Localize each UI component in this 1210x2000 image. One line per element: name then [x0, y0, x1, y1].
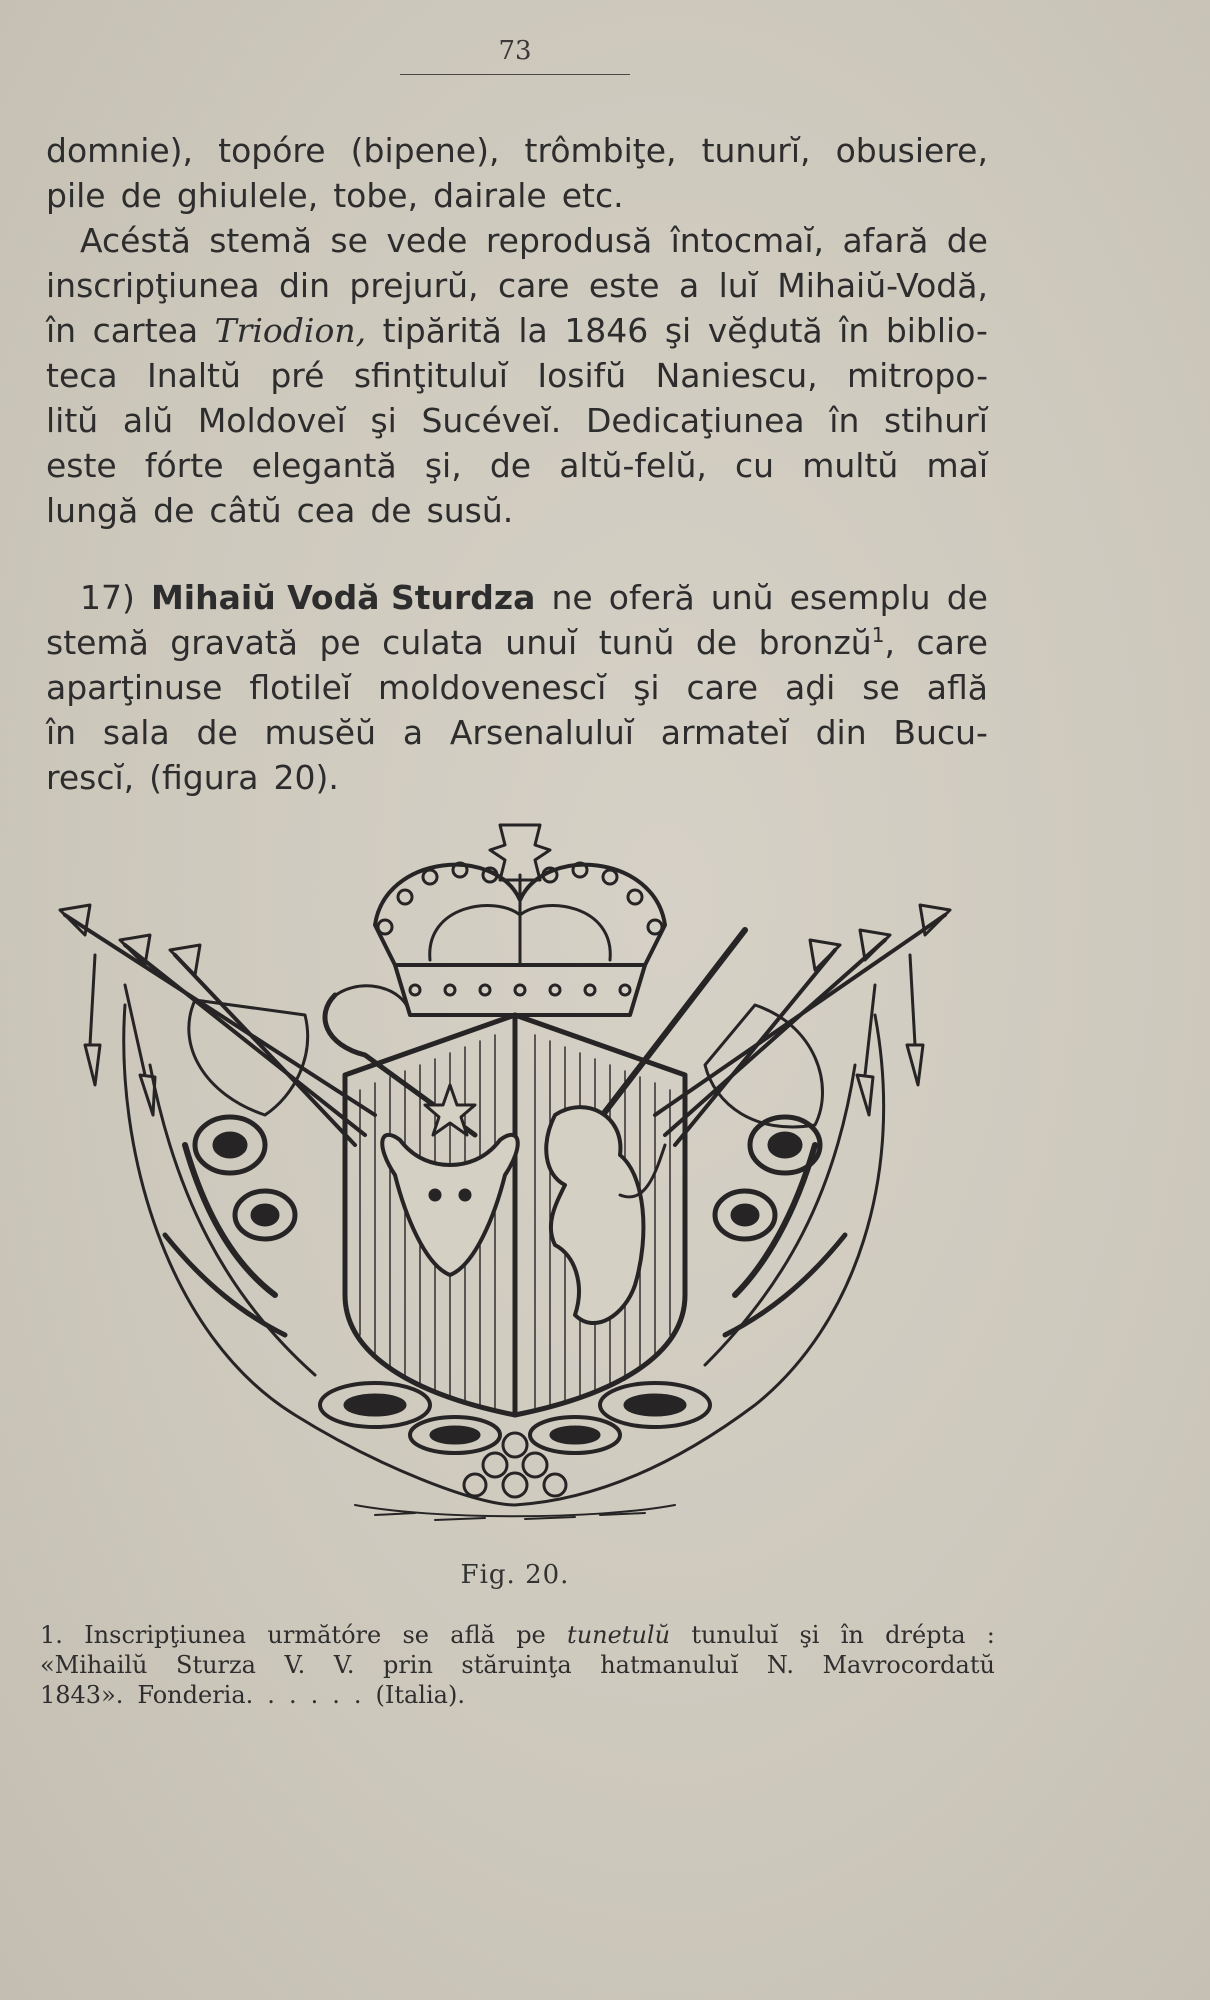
footnote-ref: 1 [871, 623, 885, 647]
paragraph-line [46, 488, 988, 533]
book-title: Triodion, [214, 311, 367, 350]
paragraph-line [46, 218, 988, 263]
word: Sturza [176, 1651, 256, 1679]
word: teca [46, 356, 118, 395]
word: cartea [92, 311, 199, 350]
word: Mavrocordatŭ [822, 1651, 995, 1679]
word: câtŭ [209, 491, 282, 530]
word: elegantă [251, 446, 397, 485]
word: de [120, 176, 162, 215]
word: pe [319, 623, 361, 662]
crown-arch [520, 905, 610, 960]
paragraph-line [46, 128, 988, 173]
word: pré [270, 356, 325, 395]
word: de [695, 623, 738, 662]
word: ghiulele, [176, 176, 319, 215]
word: alŭ [122, 401, 174, 440]
word: biblio- [885, 311, 988, 350]
word: (Italia). [375, 1681, 465, 1709]
word: se [862, 668, 900, 707]
paragraph-line [46, 710, 988, 755]
word: musĕŭ [264, 713, 377, 752]
word: cu [735, 446, 775, 485]
word: şi [799, 1621, 820, 1649]
word: în [46, 713, 77, 752]
word: . [353, 1681, 362, 1709]
paragraph-line [46, 308, 988, 353]
word: pile [46, 176, 106, 215]
footnote-italic-word: tunetulŭ [567, 1621, 671, 1649]
word: fórte [144, 446, 224, 485]
word: litŭ [46, 401, 99, 440]
word: prejurŭ, [349, 266, 479, 305]
paragraph-line [46, 443, 988, 488]
word: (figura [149, 758, 259, 797]
flag-tassel [857, 985, 875, 1115]
word: stemă [209, 221, 313, 260]
word: sala [102, 713, 170, 752]
paragraph-line [46, 353, 988, 398]
word: hatmanuluĭ [600, 1651, 739, 1679]
word: . [310, 1681, 319, 1709]
word: : [986, 1621, 995, 1649]
word: de [153, 491, 195, 530]
word: vĕḑută [707, 311, 823, 350]
paragraph-line [46, 575, 988, 620]
word: multŭ [802, 446, 899, 485]
word: Inaltŭ [147, 356, 241, 395]
word: este [588, 266, 660, 305]
word: a [402, 713, 424, 752]
word: . [288, 1681, 297, 1709]
word: Iosifŭ [537, 356, 627, 395]
paragraph-line [46, 620, 988, 665]
word: pe [516, 1621, 546, 1649]
paragraph-line [46, 755, 988, 800]
word: în [839, 311, 870, 350]
crown-cross [490, 825, 550, 880]
word: tobe, [333, 176, 419, 215]
word: în [840, 1621, 864, 1649]
flag-spear [810, 940, 840, 970]
word: oferă [608, 578, 695, 617]
drapery-fold [705, 1065, 855, 1365]
paragraph-1 [46, 128, 988, 533]
word: de [196, 713, 238, 752]
word: dairale [433, 176, 547, 215]
flag-pole [65, 915, 375, 1115]
word: 20). [273, 758, 339, 797]
header-rule [400, 74, 630, 75]
page-number: 73 [498, 36, 532, 66]
word: luĭ [718, 266, 758, 305]
word: vede [386, 221, 468, 260]
word: este [46, 446, 117, 485]
word: Dedicaţiunea [585, 401, 805, 440]
word: stemă [46, 623, 149, 662]
entry-number: 17) [80, 578, 135, 617]
paragraph-line [46, 173, 988, 218]
word: cea [296, 491, 356, 530]
flag-tassel [85, 955, 100, 1085]
ruler-name: Mihaiŭ Vodă Sturdza [150, 578, 536, 617]
word: etc. [561, 176, 624, 215]
word: . [332, 1681, 340, 1709]
word: de [370, 491, 412, 530]
word: Arsenaluluĭ [449, 713, 634, 752]
word: şi, [424, 446, 462, 485]
word: stăruinţa [461, 1651, 572, 1679]
footnoted-word [759, 620, 895, 665]
paragraph-line [46, 263, 988, 308]
word: află [450, 1621, 495, 1649]
word: care [686, 668, 759, 707]
word: Inscripţiunea [84, 1621, 247, 1649]
word: care [916, 623, 988, 662]
word: întocmaĭ, [670, 221, 825, 260]
word: tipărită [382, 311, 502, 350]
word: N. [766, 1651, 794, 1679]
word: din [278, 266, 330, 305]
word: moldovenescĭ [378, 668, 607, 707]
word: V. [284, 1651, 306, 1679]
word: unuĭ [505, 623, 578, 662]
crown-arch [430, 905, 520, 960]
word: şi [633, 668, 660, 707]
word: 1. [40, 1621, 63, 1649]
word: topóre [218, 131, 326, 170]
word: inscripţiunea [46, 266, 260, 305]
word: , [884, 623, 895, 662]
word: Moldoveĭ [197, 401, 346, 440]
word: mitropo- [847, 356, 988, 395]
word: susŭ. [426, 491, 514, 530]
word: culata [382, 623, 484, 662]
figure-caption: Fig. 20. [460, 1560, 570, 1590]
word: esemplu [789, 578, 931, 617]
paragraph-line [46, 398, 988, 443]
word: Acéstă [80, 221, 191, 260]
word: care [497, 266, 570, 305]
lion [546, 1107, 643, 1323]
word: şi [370, 401, 397, 440]
word: flotileĭ [249, 668, 352, 707]
word: ne [551, 578, 593, 617]
word: se [330, 221, 368, 260]
footnote-line [40, 1650, 995, 1680]
word: domnie), [46, 131, 194, 170]
word: . [267, 1681, 275, 1709]
cannonball [503, 1433, 527, 1457]
word: 1846 [564, 311, 649, 350]
flag-tassel [907, 955, 923, 1085]
word: prin [382, 1651, 433, 1679]
word: Naniescu, [655, 356, 818, 395]
footnote [40, 1620, 995, 1710]
word: Bucu- [893, 713, 988, 752]
word: armateĭ [660, 713, 789, 752]
word: rescĭ, [46, 758, 135, 797]
word: din [815, 713, 867, 752]
flag-tassel [125, 985, 155, 1115]
word: (bipene), [350, 131, 500, 170]
word: lungă [46, 491, 139, 530]
word: află [926, 668, 988, 707]
footnote-line [40, 1680, 995, 1710]
word: sfinţituluĭ [353, 356, 508, 395]
word: a [678, 266, 700, 305]
word: gravată [170, 623, 298, 662]
flag-left [189, 1000, 308, 1115]
word: 1843». [40, 1681, 124, 1709]
word: în [829, 401, 860, 440]
word: stihurĭ [884, 401, 988, 440]
word: V. [333, 1651, 355, 1679]
word: bronzŭ [758, 623, 872, 662]
word: tunurĭ, [701, 131, 811, 170]
footnote-line [40, 1620, 995, 1650]
flag-spear [170, 945, 200, 975]
flag-pole [665, 940, 885, 1135]
paragraph-line [46, 665, 988, 710]
word: unŭ [710, 578, 774, 617]
word: de [946, 221, 988, 260]
word: următóre [267, 1621, 382, 1649]
word: Mihaiŭ-Vodă, [777, 266, 988, 305]
word: afară [842, 221, 929, 260]
drapery-fold [150, 1065, 315, 1375]
word: obusiere, [835, 131, 988, 170]
word: drépta [885, 1621, 966, 1649]
word: de [489, 446, 532, 485]
word: tunuluĭ [691, 1621, 779, 1649]
word: aparţinuse [46, 668, 223, 707]
word: la [518, 311, 548, 350]
word: reprodusă [485, 221, 653, 260]
sabre-guard [330, 986, 410, 1015]
paragraph-2 [46, 575, 988, 800]
crown-base [395, 965, 645, 1015]
word: aḑi [785, 668, 836, 707]
word: maĭ [926, 446, 988, 485]
word: Fonderia. [137, 1681, 254, 1709]
word: «Mihailŭ [40, 1651, 148, 1679]
word: de [946, 578, 988, 617]
word: altŭ-felŭ, [559, 446, 707, 485]
word: tunŭ [598, 623, 675, 662]
word: trômbiţe, [524, 131, 677, 170]
word: Sucéveĭ. [421, 401, 562, 440]
coat-of-arms-engraving [55, 815, 955, 1540]
word: şi [664, 311, 692, 350]
word: se [402, 1621, 429, 1649]
word: în [46, 311, 77, 350]
